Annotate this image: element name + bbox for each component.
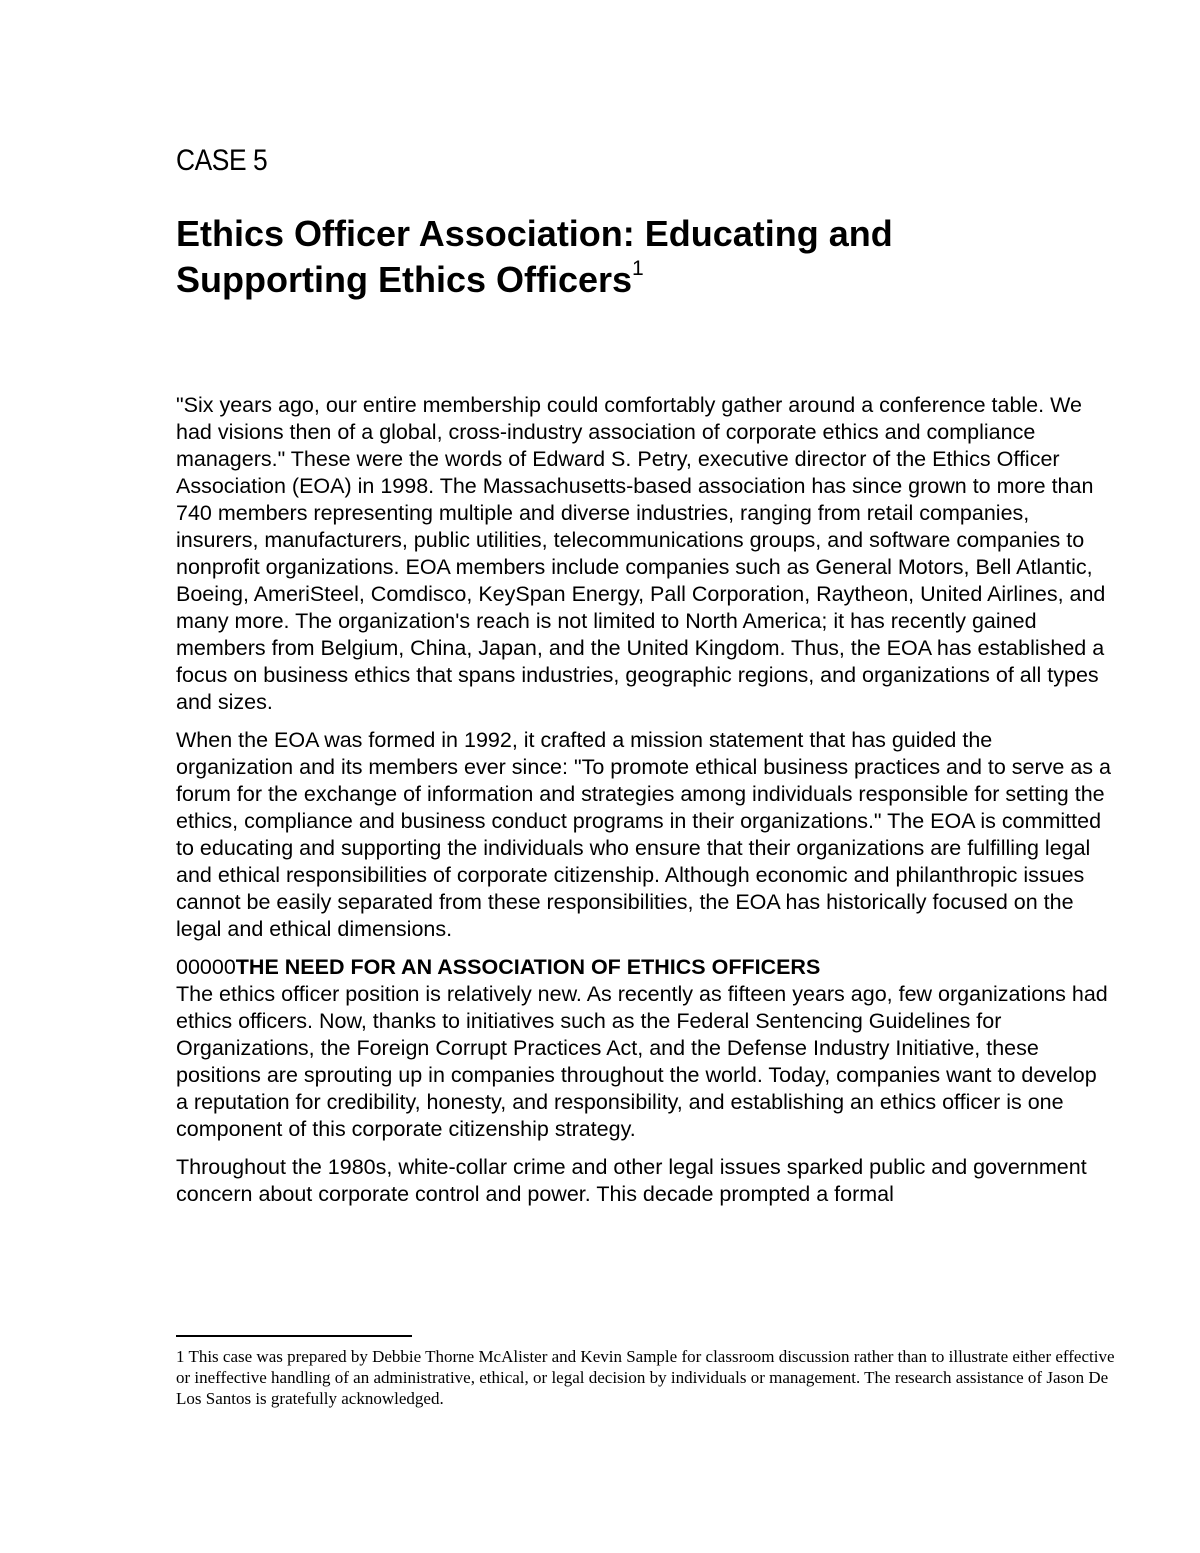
body-text xyxy=(176,392,1111,1219)
paragraph-1980s: Throughout the 1980s, white-collar crime and other legal issues sparked public and government concern about corporate control and power. This decade prompted a formal xyxy=(176,1155,1087,1206)
title-footnote-mark: 1 xyxy=(632,257,644,280)
paragraph-ethics-officer: The ethics officer position is relatively new. As recently as fifteen years ago, few organizations had ethics officers. Now, thanks to initiatives such as the Federal Sentencing Guidelines for Organizations, the Foreign Corrupt Practices Act, and the Defense Industry Initiative, these positions are sprouting up in companies throughout the world. Today, companies want to develop a reputation for credibility, honesty, and responsibility, and establishing an ethics officer is one component of this corporate citizenship strategy. xyxy=(176,982,1108,1141)
paragraph-mission: When the EOA was formed in 1992, it crafted a mission statement that has guided the organization and its members ever since: "To promote ethical business practices and to serve as a forum for the exchange of information and strategies among individuals responsible for setting the ethics, compliance and business conduct programs in their organizations." The EOA is committed to educating and supporting the individuals who ensure that their organizations are fulfilling legal and ethical responsibilities of corporate citizenship. Although economic and philanthropic issues cannot be easily separated from these responsibilities, the EOA has historically focused on the legal and ethical dimensions. xyxy=(176,728,1111,941)
paragraph-intro: "Six years ago, our entire membership could comfortably gather around a conference table. We had visions then of a global, cross-industry association of corporate ethics and compliance managers." These were the words of Edward S. Petry, executive director of the Ethics Officer Association (EOA) in 1998. The Massachusetts-based association has since grown to more than 740 members representing multiple and diverse industries, ranging from retail companies, insurers, manufacturers, public utilities, telecommunications groups, and software companies to nonprofit organizations. EOA members include companies such as General Motors, Bell Atlantic, Boeing, AmeriSteel, Comdisco, KeySpan Energy, Pall Corporation, Raytheon, United Airlines, and many more. The organization's reach is not limited to North America; it has recently gained members from Belgium, China, Japan, and the United Kingdom. Thus, the EOA has established a focus on business ethics that spans industries, geographic regions, and organizations of all types and sizes. xyxy=(176,393,1106,714)
section-heading-prefix: 00000 xyxy=(176,955,236,979)
title-text: Ethics Officer Association: Educating and Supporting Ethics Officers xyxy=(176,213,893,300)
case-label: CASE 5 xyxy=(176,144,268,177)
footnote: 1 This case was prepared by Debbie Thorne McAlister and Kevin Sample for classroom discussion rather than to illustrate either effective or ineffective handling of an administrative, ethical, or legal decision by individuals or management. The research assistance of Jason De Los Santos is gratefully acknowledged. xyxy=(176,1347,1115,1408)
section-heading-text: THE NEED FOR AN ASSOCIATION OF ETHICS OFFICERS xyxy=(235,955,821,979)
footnote-divider xyxy=(176,1335,412,1337)
document-title xyxy=(176,211,1076,303)
section-heading xyxy=(176,954,1111,981)
